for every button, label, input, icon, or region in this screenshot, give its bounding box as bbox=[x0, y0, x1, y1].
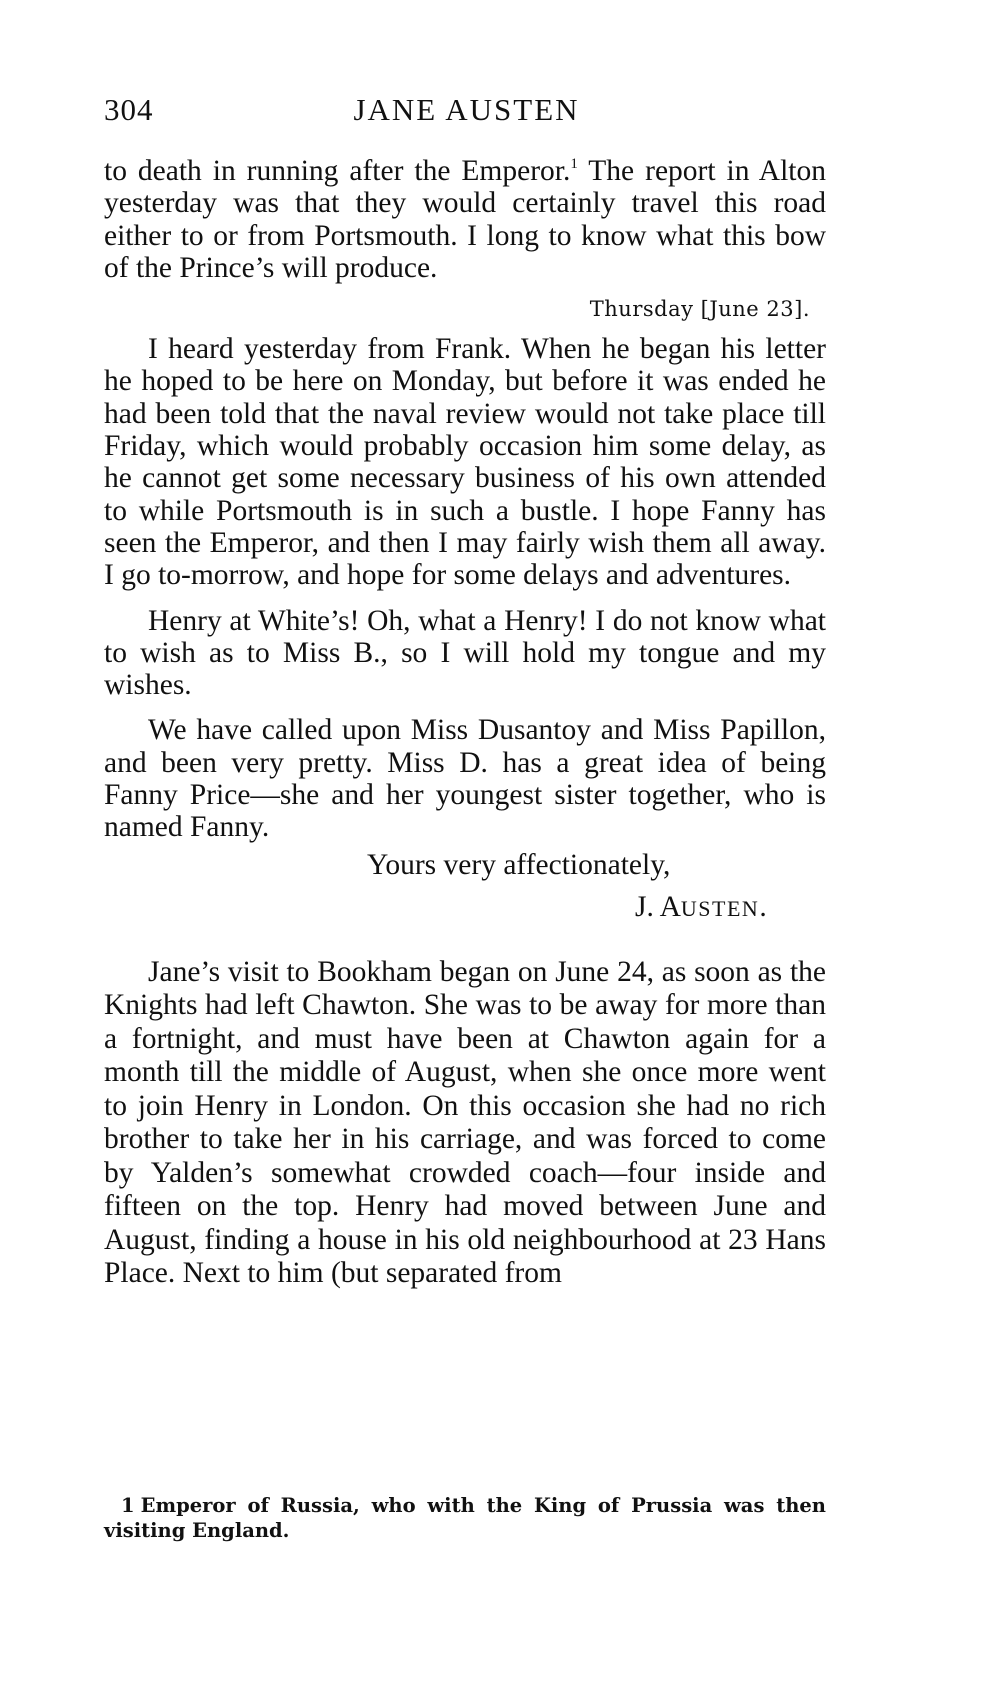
page-number: 304 bbox=[104, 92, 154, 127]
signature-initial: J. A bbox=[635, 890, 681, 923]
signature-smallcaps: USTEN bbox=[680, 895, 760, 921]
letter-closing: Yours very affectionately, bbox=[367, 848, 671, 881]
paragraph-1-end: The report in Alton yesterday was that they would certainly travel this road either to or from Portsmouth. I long to know what this bow of the Prince’s will produce. bbox=[104, 155, 826, 284]
signature-period: . bbox=[759, 890, 767, 923]
footnote-mark: 1 bbox=[121, 1494, 135, 1517]
footnote-text: Emperor of Russia, who with the King of Prussia was then visiting England. bbox=[104, 1494, 826, 1542]
page-header bbox=[104, 92, 829, 132]
dateline: Thursday [June 23]. bbox=[589, 297, 810, 322]
paragraph-1 bbox=[104, 155, 826, 284]
paragraph-2: I heard yesterday from Frank. When he began his letter he hoped to be here on Monday, but before it was ended he had been told that the naval review would not take place till Friday, which would probably occasion him some delay, as he cannot get some necessary business of his own attended to while Portsmouth is in such a bustle. I hope Fanny has seen the Emperor, and then I may fairly wish them all away. I go to-morrow, and hope for some delays and adventures. bbox=[104, 333, 826, 592]
letter-signature bbox=[104, 890, 826, 926]
paragraph-4: We have called upon Miss Dusantoy and Miss Papillon, and been very pretty. Miss D. has a great idea of being Fanny Price—she and her youngest sister together, who is named Fanny. bbox=[104, 714, 826, 844]
footnote bbox=[104, 1493, 826, 1543]
paragraph-1-start: to death in running after the Emperor. bbox=[104, 155, 571, 187]
paragraph-3: Henry at White’s! Oh, what a Henry! I do not know what to wish as to Miss B., so I will hold my tongue and my wishes. bbox=[104, 604, 826, 702]
running-title: JANE AUSTEN bbox=[353, 92, 580, 127]
footnote-reference: 1 bbox=[570, 156, 578, 172]
page-body bbox=[104, 155, 826, 1291]
paragraph-5: Jane’s visit to Bookham began on June 24, as soon as the Knights had left Chawton. She was to be away for more than a fortnight, and must have been at Chawton again for a month till the middle of August, when she once more went to join Henry in London. On this occasion she had no rich brother to take her in his carriage, and was forced to come by Yalden’s somewhat crowded coach—four inside and fifteen on the top. Henry had moved between June and August, finding a house in his old neighbourhood at 23 Hans Place. Next to him (but separated from bbox=[104, 955, 826, 1290]
section-gap bbox=[104, 926, 826, 956]
